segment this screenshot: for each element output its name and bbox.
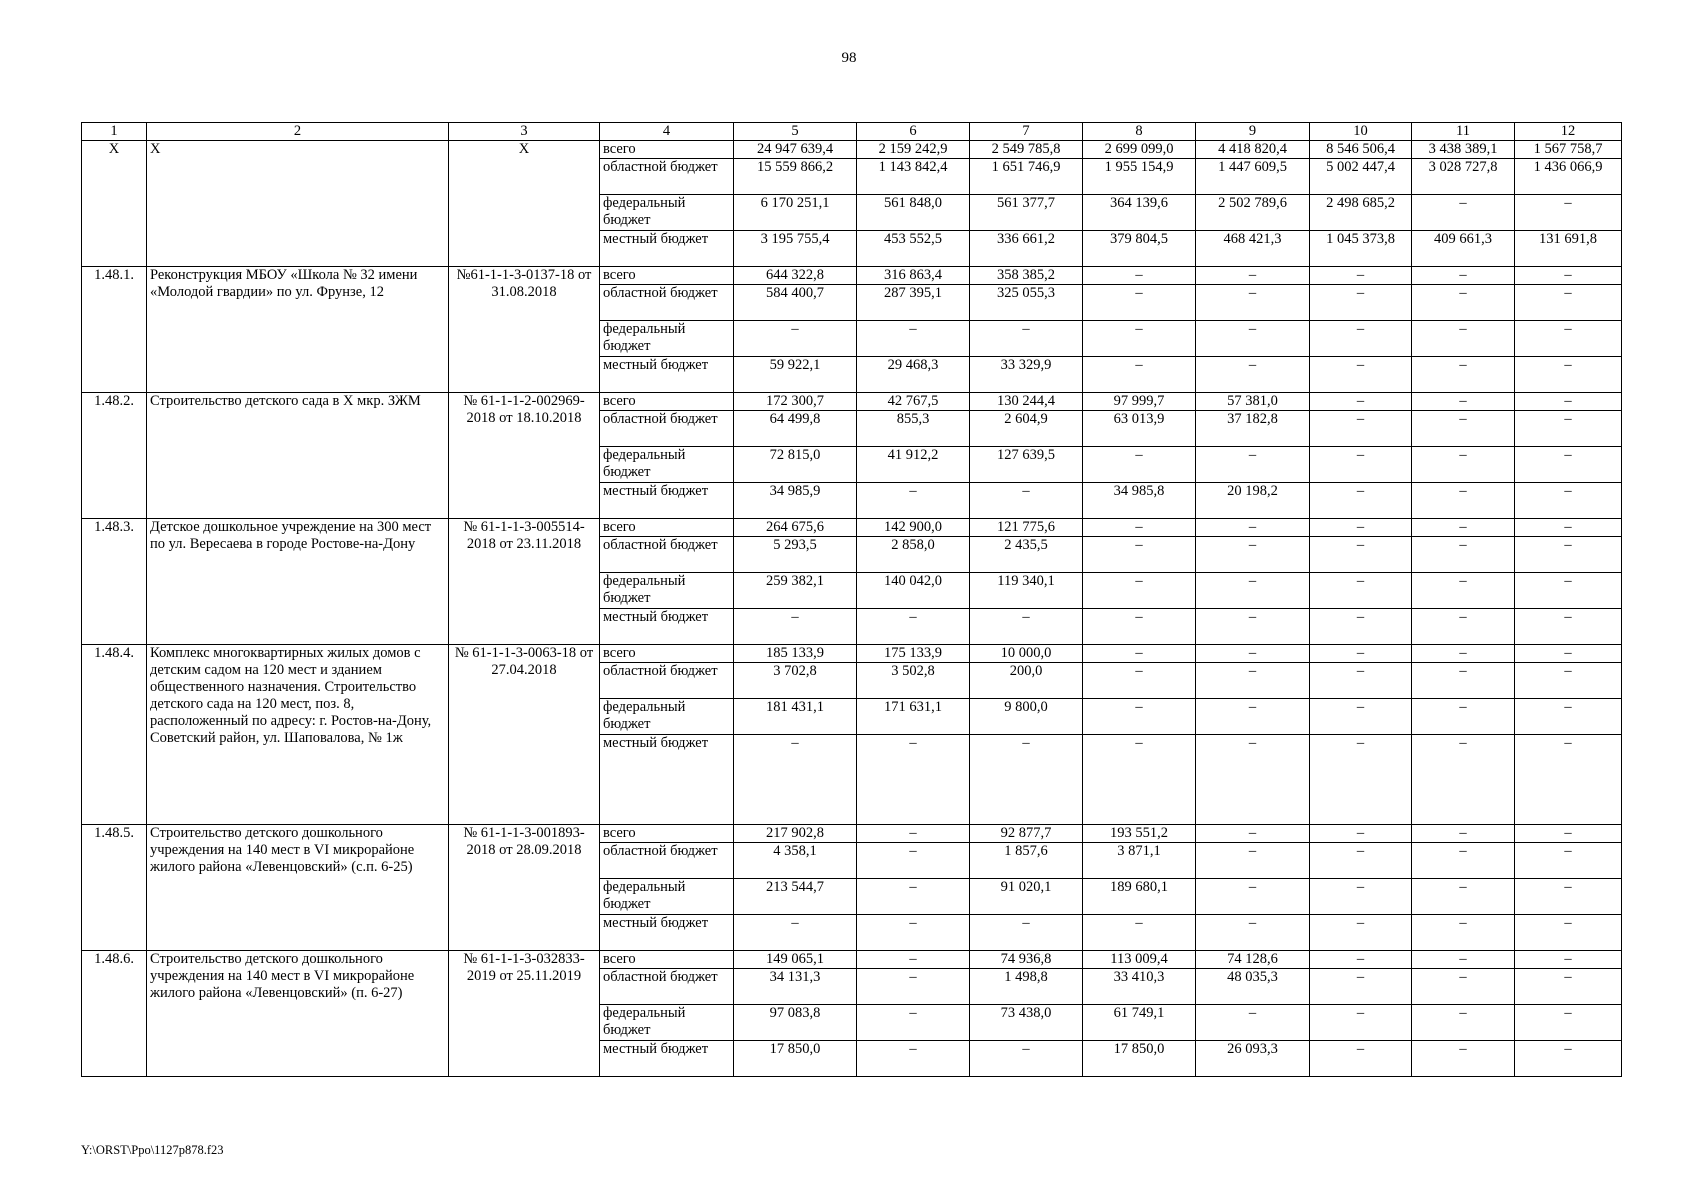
- amount-cell: –: [1310, 411, 1412, 447]
- table-row: [82, 951, 1622, 969]
- budget-level: федеральный бюджет: [600, 573, 734, 609]
- amount-cell: –: [1310, 645, 1412, 663]
- amount-cell: –: [1515, 735, 1622, 825]
- amount-cell: –: [1083, 447, 1196, 483]
- amount-cell: –: [857, 825, 970, 843]
- amount-cell: –: [1310, 267, 1412, 285]
- amount-cell: 193 551,2: [1083, 825, 1196, 843]
- amount-cell: 34 985,9: [734, 483, 857, 519]
- object-name: Реконструкция МБОУ «Школа № 32 имени «Молодой гвардии» по ул. Фрунзе, 12: [147, 267, 449, 393]
- amount-cell: 34 985,8: [1083, 483, 1196, 519]
- amount-cell: 175 133,9: [857, 645, 970, 663]
- amount-cell: 200,0: [970, 663, 1083, 699]
- amount-cell: –: [1412, 645, 1515, 663]
- column-number: 7: [970, 123, 1083, 141]
- amount-cell: 17 850,0: [1083, 1041, 1196, 1077]
- amount-cell: –: [1310, 447, 1412, 483]
- amount-cell: –: [857, 1005, 970, 1041]
- amount-cell: –: [1515, 825, 1622, 843]
- amount-cell: –: [857, 735, 970, 825]
- budget-level: всего: [600, 393, 734, 411]
- budget-level: федеральный бюджет: [600, 879, 734, 915]
- amount-cell: –: [970, 321, 1083, 357]
- amount-cell: 1 651 746,9: [970, 159, 1083, 195]
- object-code: 1.48.5.: [82, 825, 147, 951]
- amount-cell: –: [734, 321, 857, 357]
- amount-cell: 325 055,3: [970, 285, 1083, 321]
- amount-cell: –: [1515, 951, 1622, 969]
- amount-cell: –: [1515, 321, 1622, 357]
- amount-cell: –: [857, 879, 970, 915]
- amount-cell: 217 902,8: [734, 825, 857, 843]
- amount-cell: –: [1310, 699, 1412, 735]
- amount-cell: 15 559 866,2: [734, 159, 857, 195]
- amount-cell: 2 498 685,2: [1310, 195, 1412, 231]
- object-name: Строительство детского дошкольного учреждения на 140 мест в VI микрорайоне жилого района «Левенцовский» (с.п. 6-25): [147, 825, 449, 951]
- object-code: 1.48.4.: [82, 645, 147, 825]
- amount-cell: –: [1083, 573, 1196, 609]
- amount-cell: –: [1412, 285, 1515, 321]
- amount-cell: 2 159 242,9: [857, 141, 970, 159]
- amount-cell: –: [1196, 285, 1310, 321]
- amount-cell: –: [1196, 357, 1310, 393]
- amount-cell: –: [1515, 645, 1622, 663]
- document-number: № 61-1-1-2-002969-2018 от 18.10.2018: [449, 393, 600, 519]
- amount-cell: –: [1083, 357, 1196, 393]
- amount-cell: 10 000,0: [970, 645, 1083, 663]
- amount-cell: –: [1412, 915, 1515, 951]
- column-number: 6: [857, 123, 970, 141]
- table-row: [82, 519, 1622, 537]
- amount-cell: –: [1083, 645, 1196, 663]
- amount-cell: 33 329,9: [970, 357, 1083, 393]
- amount-cell: –: [1196, 609, 1310, 645]
- object-code: 1.48.3.: [82, 519, 147, 645]
- amount-cell: –: [857, 843, 970, 879]
- budget-level: федеральный бюджет: [600, 321, 734, 357]
- amount-cell: –: [1515, 1005, 1622, 1041]
- amount-cell: –: [1310, 879, 1412, 915]
- amount-cell: 1 045 373,8: [1310, 231, 1412, 267]
- budget-level: всего: [600, 141, 734, 159]
- budget-table: [81, 122, 1622, 1077]
- amount-cell: –: [1515, 663, 1622, 699]
- amount-cell: –: [1412, 357, 1515, 393]
- amount-cell: –: [1412, 951, 1515, 969]
- amount-cell: –: [1412, 519, 1515, 537]
- amount-cell: –: [734, 609, 857, 645]
- amount-cell: –: [1515, 195, 1622, 231]
- document-number: № 61-1-1-3-032833-2019 от 25.11.2019: [449, 951, 600, 1077]
- amount-cell: 1 447 609,5: [1196, 159, 1310, 195]
- amount-cell: 453 552,5: [857, 231, 970, 267]
- amount-cell: –: [1310, 825, 1412, 843]
- document-number: №61-1-1-3-0137-18 от 31.08.2018: [449, 267, 600, 393]
- amount-cell: 1 955 154,9: [1083, 159, 1196, 195]
- budget-level: федеральный бюджет: [600, 195, 734, 231]
- amount-cell: –: [1310, 573, 1412, 609]
- amount-cell: –: [1515, 483, 1622, 519]
- amount-cell: 1 498,8: [970, 969, 1083, 1005]
- amount-cell: –: [1412, 267, 1515, 285]
- amount-cell: –: [1412, 609, 1515, 645]
- amount-cell: –: [1310, 663, 1412, 699]
- amount-cell: –: [970, 483, 1083, 519]
- amount-cell: 1 857,6: [970, 843, 1083, 879]
- column-number: 11: [1412, 123, 1515, 141]
- amount-cell: –: [1083, 609, 1196, 645]
- amount-cell: 37 182,8: [1196, 411, 1310, 447]
- amount-cell: 26 093,3: [1196, 1041, 1310, 1077]
- amount-cell: –: [1412, 537, 1515, 573]
- amount-cell: –: [1412, 573, 1515, 609]
- amount-cell: 74 128,6: [1196, 951, 1310, 969]
- amount-cell: –: [1196, 663, 1310, 699]
- budget-level: областной бюджет: [600, 969, 734, 1005]
- amount-cell: 316 863,4: [857, 267, 970, 285]
- amount-cell: 172 300,7: [734, 393, 857, 411]
- amount-cell: 5 293,5: [734, 537, 857, 573]
- column-number: 1: [82, 123, 147, 141]
- amount-cell: –: [1515, 573, 1622, 609]
- amount-cell: –: [1196, 573, 1310, 609]
- budget-level: местный бюджет: [600, 915, 734, 951]
- amount-cell: –: [1083, 519, 1196, 537]
- amount-cell: 20 198,2: [1196, 483, 1310, 519]
- amount-cell: –: [1196, 915, 1310, 951]
- amount-cell: 142 900,0: [857, 519, 970, 537]
- amount-cell: –: [1310, 1041, 1412, 1077]
- amount-cell: –: [1196, 519, 1310, 537]
- amount-cell: 74 936,8: [970, 951, 1083, 969]
- column-number: 8: [1083, 123, 1196, 141]
- column-number: 9: [1196, 123, 1310, 141]
- amount-cell: –: [1196, 1005, 1310, 1041]
- amount-cell: –: [1412, 699, 1515, 735]
- amount-cell: –: [1310, 483, 1412, 519]
- amount-cell: –: [857, 951, 970, 969]
- amount-cell: 2 435,5: [970, 537, 1083, 573]
- amount-cell: 8 546 506,4: [1310, 141, 1412, 159]
- amount-cell: –: [1412, 825, 1515, 843]
- amount-cell: 73 438,0: [970, 1005, 1083, 1041]
- table-row: [82, 141, 1622, 159]
- budget-level: областной бюджет: [600, 159, 734, 195]
- amount-cell: 181 431,1: [734, 699, 857, 735]
- amount-cell: 33 410,3: [1083, 969, 1196, 1005]
- budget-level: областной бюджет: [600, 537, 734, 573]
- amount-cell: –: [1515, 411, 1622, 447]
- budget-level: местный бюджет: [600, 483, 734, 519]
- amount-cell: –: [734, 735, 857, 825]
- amount-cell: –: [1310, 285, 1412, 321]
- amount-cell: 140 042,0: [857, 573, 970, 609]
- budget-level: всего: [600, 645, 734, 663]
- amount-cell: 72 815,0: [734, 447, 857, 483]
- object-name: Х: [147, 141, 449, 267]
- amount-cell: 91 020,1: [970, 879, 1083, 915]
- amount-cell: 63 013,9: [1083, 411, 1196, 447]
- amount-cell: –: [1412, 735, 1515, 825]
- amount-cell: –: [1515, 915, 1622, 951]
- amount-cell: 644 322,8: [734, 267, 857, 285]
- amount-cell: 855,3: [857, 411, 970, 447]
- amount-cell: –: [1083, 699, 1196, 735]
- object-name: Детское дошкольное учреждение на 300 мест по ул. Вересаева в городе Ростове-на-Дону: [147, 519, 449, 645]
- amount-cell: –: [857, 969, 970, 1005]
- column-number: 5: [734, 123, 857, 141]
- budget-level: всего: [600, 951, 734, 969]
- amount-cell: –: [1196, 537, 1310, 573]
- amount-cell: 189 680,1: [1083, 879, 1196, 915]
- amount-cell: –: [1515, 1041, 1622, 1077]
- budget-level: всего: [600, 519, 734, 537]
- object-name: Строительство детского сада в Х мкр. ЗЖМ: [147, 393, 449, 519]
- amount-cell: 42 767,5: [857, 393, 970, 411]
- amount-cell: 561 377,7: [970, 195, 1083, 231]
- document-number: № 61-1-1-3-005514-2018 от 23.11.2018: [449, 519, 600, 645]
- amount-cell: –: [1196, 843, 1310, 879]
- budget-level: федеральный бюджет: [600, 447, 734, 483]
- budget-level: местный бюджет: [600, 357, 734, 393]
- object-code: 1.48.1.: [82, 267, 147, 393]
- footer-file-path: Y:\ORST\Ppo\1127p878.f23: [81, 1143, 224, 1157]
- amount-cell: 2 604,9: [970, 411, 1083, 447]
- amount-cell: –: [857, 915, 970, 951]
- budget-level: всего: [600, 267, 734, 285]
- amount-cell: –: [1412, 879, 1515, 915]
- amount-cell: –: [1310, 915, 1412, 951]
- amount-cell: –: [1310, 321, 1412, 357]
- amount-cell: –: [1310, 969, 1412, 1005]
- column-number: 12: [1515, 123, 1622, 141]
- amount-cell: 3 702,8: [734, 663, 857, 699]
- amount-cell: 468 421,3: [1196, 231, 1310, 267]
- amount-cell: –: [1083, 735, 1196, 825]
- amount-cell: –: [1515, 969, 1622, 1005]
- amount-cell: –: [1196, 645, 1310, 663]
- amount-cell: 5 002 447,4: [1310, 159, 1412, 195]
- amount-cell: –: [857, 1041, 970, 1077]
- amount-cell: –: [1310, 1005, 1412, 1041]
- amount-cell: –: [970, 609, 1083, 645]
- amount-cell: 2 549 785,8: [970, 141, 1083, 159]
- amount-cell: –: [1083, 663, 1196, 699]
- amount-cell: 130 244,4: [970, 393, 1083, 411]
- amount-cell: –: [1310, 537, 1412, 573]
- amount-cell: 127 639,5: [970, 447, 1083, 483]
- amount-cell: –: [1412, 447, 1515, 483]
- amount-cell: –: [1196, 321, 1310, 357]
- amount-cell: –: [970, 735, 1083, 825]
- amount-cell: 1 567 758,7: [1515, 141, 1622, 159]
- amount-cell: 6 170 251,1: [734, 195, 857, 231]
- amount-cell: –: [1515, 609, 1622, 645]
- amount-cell: –: [1515, 879, 1622, 915]
- amount-cell: 3 195 755,4: [734, 231, 857, 267]
- amount-cell: 131 691,8: [1515, 231, 1622, 267]
- budget-level: областной бюджет: [600, 411, 734, 447]
- amount-cell: –: [1515, 393, 1622, 411]
- amount-cell: –: [1412, 393, 1515, 411]
- object-name: Строительство детского дошкольного учреждения на 140 мест в VI микрорайоне жилого района «Левенцовский» (п. 6-27): [147, 951, 449, 1077]
- budget-level: областной бюджет: [600, 843, 734, 879]
- amount-cell: 364 139,6: [1083, 195, 1196, 231]
- amount-cell: –: [1515, 285, 1622, 321]
- column-number-row: [82, 123, 1622, 141]
- amount-cell: 92 877,7: [970, 825, 1083, 843]
- budget-level: всего: [600, 825, 734, 843]
- document-number: Х: [449, 141, 600, 267]
- table-row: [82, 393, 1622, 411]
- table-row: [82, 267, 1622, 285]
- amount-cell: 61 749,1: [1083, 1005, 1196, 1041]
- amount-cell: –: [1310, 951, 1412, 969]
- amount-cell: 3 502,8: [857, 663, 970, 699]
- amount-cell: 97 083,8: [734, 1005, 857, 1041]
- amount-cell: –: [1196, 735, 1310, 825]
- amount-cell: –: [1310, 519, 1412, 537]
- budget-level: местный бюджет: [600, 231, 734, 267]
- amount-cell: 2 502 789,6: [1196, 195, 1310, 231]
- amount-cell: –: [1515, 357, 1622, 393]
- amount-cell: –: [1515, 519, 1622, 537]
- amount-cell: 57 381,0: [1196, 393, 1310, 411]
- object-code: 1.48.6.: [82, 951, 147, 1077]
- amount-cell: –: [1412, 483, 1515, 519]
- amount-cell: –: [1412, 843, 1515, 879]
- object-name: Комплекс многоквартирных жилых домов с детским садом на 120 мест и зданием общественного назначения. Строительство детского сада на 120 мест, поз. 8, расположенный по адресу: г. Ростов-на-Дону, Советский район, ул. Шаповалова, № 1ж: [147, 645, 449, 825]
- amount-cell: –: [1412, 1041, 1515, 1077]
- amount-cell: –: [1310, 735, 1412, 825]
- amount-cell: 64 499,8: [734, 411, 857, 447]
- amount-cell: 171 631,1: [857, 699, 970, 735]
- amount-cell: 149 065,1: [734, 951, 857, 969]
- amount-cell: –: [1083, 285, 1196, 321]
- amount-cell: –: [1196, 825, 1310, 843]
- amount-cell: –: [1083, 537, 1196, 573]
- amount-cell: –: [970, 915, 1083, 951]
- amount-cell: 48 035,3: [1196, 969, 1310, 1005]
- amount-cell: –: [1412, 195, 1515, 231]
- object-code: 1.48.2.: [82, 393, 147, 519]
- amount-cell: 24 947 639,4: [734, 141, 857, 159]
- amount-cell: 584 400,7: [734, 285, 857, 321]
- amount-cell: –: [1196, 879, 1310, 915]
- amount-cell: 2 699 099,0: [1083, 141, 1196, 159]
- amount-cell: 185 133,9: [734, 645, 857, 663]
- column-number: 3: [449, 123, 600, 141]
- amount-cell: 1 143 842,4: [857, 159, 970, 195]
- budget-level: местный бюджет: [600, 609, 734, 645]
- amount-cell: –: [734, 915, 857, 951]
- amount-cell: –: [857, 483, 970, 519]
- amount-cell: 113 009,4: [1083, 951, 1196, 969]
- amount-cell: 41 912,2: [857, 447, 970, 483]
- amount-cell: –: [1412, 1005, 1515, 1041]
- amount-cell: 3 871,1: [1083, 843, 1196, 879]
- amount-cell: 409 661,3: [1412, 231, 1515, 267]
- amount-cell: 34 131,3: [734, 969, 857, 1005]
- object-code: Х: [82, 141, 147, 267]
- amount-cell: 336 661,2: [970, 231, 1083, 267]
- amount-cell: –: [1412, 411, 1515, 447]
- amount-cell: 9 800,0: [970, 699, 1083, 735]
- column-number: 4: [600, 123, 734, 141]
- amount-cell: –: [1196, 699, 1310, 735]
- table-row: [82, 825, 1622, 843]
- page-number: 98: [841, 50, 857, 66]
- amount-cell: 97 999,7: [1083, 393, 1196, 411]
- amount-cell: –: [1310, 609, 1412, 645]
- amount-cell: –: [1310, 393, 1412, 411]
- amount-cell: 1 436 066,9: [1515, 159, 1622, 195]
- amount-cell: –: [857, 609, 970, 645]
- amount-cell: –: [1515, 447, 1622, 483]
- amount-cell: 264 675,6: [734, 519, 857, 537]
- amount-cell: 119 340,1: [970, 573, 1083, 609]
- amount-cell: –: [1515, 843, 1622, 879]
- amount-cell: –: [857, 321, 970, 357]
- budget-level: местный бюджет: [600, 735, 734, 825]
- budget-level: местный бюджет: [600, 1041, 734, 1077]
- budget-level: областной бюджет: [600, 663, 734, 699]
- table-row: [82, 645, 1622, 663]
- amount-cell: 29 468,3: [857, 357, 970, 393]
- budget-level: федеральный бюджет: [600, 1005, 734, 1041]
- amount-cell: 121 775,6: [970, 519, 1083, 537]
- amount-cell: –: [1196, 267, 1310, 285]
- amount-cell: –: [1310, 357, 1412, 393]
- document-number: № 61-1-1-3-001893-2018 от 28.09.2018: [449, 825, 600, 951]
- amount-cell: –: [1310, 843, 1412, 879]
- amount-cell: 59 922,1: [734, 357, 857, 393]
- budget-level: федеральный бюджет: [600, 699, 734, 735]
- document-number: № 61-1-1-3-0063-18 от 27.04.2018: [449, 645, 600, 825]
- amount-cell: 379 804,5: [1083, 231, 1196, 267]
- column-number: 10: [1310, 123, 1412, 141]
- amount-cell: –: [1083, 321, 1196, 357]
- amount-cell: –: [1515, 537, 1622, 573]
- amount-cell: –: [1196, 447, 1310, 483]
- amount-cell: 561 848,0: [857, 195, 970, 231]
- amount-cell: –: [1083, 267, 1196, 285]
- amount-cell: 17 850,0: [734, 1041, 857, 1077]
- budget-level: областной бюджет: [600, 285, 734, 321]
- amount-cell: –: [970, 1041, 1083, 1077]
- amount-cell: 3 438 389,1: [1412, 141, 1515, 159]
- amount-cell: –: [1412, 321, 1515, 357]
- amount-cell: 4 418 820,4: [1196, 141, 1310, 159]
- amount-cell: 358 385,2: [970, 267, 1083, 285]
- amount-cell: –: [1412, 663, 1515, 699]
- amount-cell: –: [1515, 267, 1622, 285]
- amount-cell: 2 858,0: [857, 537, 970, 573]
- table-body: [82, 141, 1622, 1077]
- amount-cell: –: [1083, 915, 1196, 951]
- column-number: 2: [147, 123, 449, 141]
- amount-cell: 213 544,7: [734, 879, 857, 915]
- amount-cell: 3 028 727,8: [1412, 159, 1515, 195]
- amount-cell: –: [1412, 969, 1515, 1005]
- amount-cell: 259 382,1: [734, 573, 857, 609]
- amount-cell: 4 358,1: [734, 843, 857, 879]
- amount-cell: 287 395,1: [857, 285, 970, 321]
- amount-cell: –: [1515, 699, 1622, 735]
